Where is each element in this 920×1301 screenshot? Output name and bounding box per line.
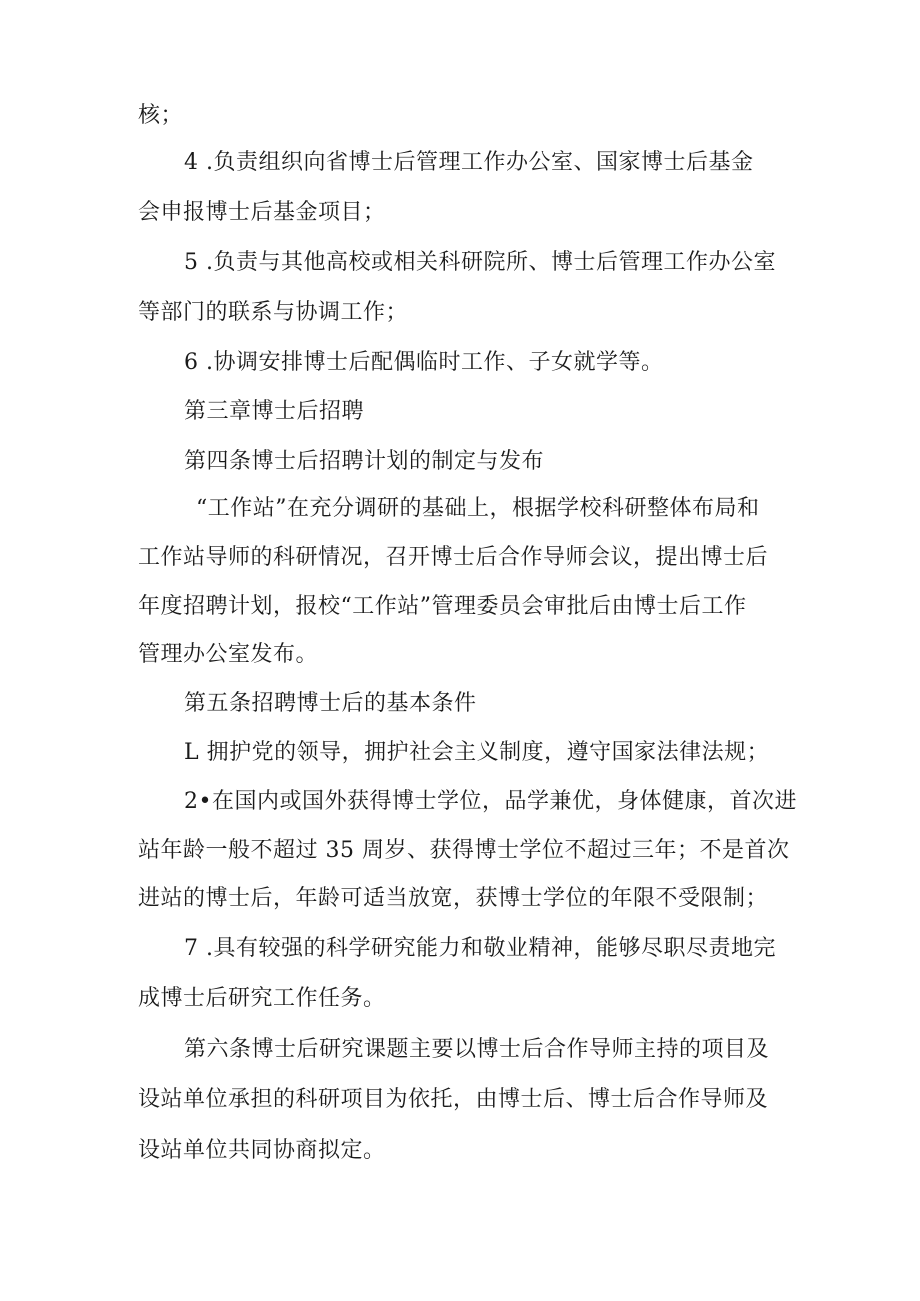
text-line: “工作站”在充分调研的基础上，根据学校科研整体布局和 — [196, 496, 760, 521]
text-line: 设站单位承担的科研项目为依托，由博士后、博士后合作导师及 — [138, 1087, 769, 1112]
text-line: 6 .协调安排博士后配偶临时工作、子女就学等。 — [184, 350, 664, 375]
text-line: L 拥护党的领导，拥护社会主义制度，遵守国家法律法规； — [184, 740, 770, 765]
text-line: 5 .负责与其他高校或相关科研院所、博士后管理工作办公室 — [184, 250, 776, 275]
text-line: 工作站导师的科研情况，召开博士后合作导师会议，提出博士后 — [138, 545, 769, 570]
text-line: 4 .负责组织向省博士后管理工作办公室、国家博士后基金 — [184, 150, 754, 175]
text-line: 管理办公室发布。 — [138, 642, 319, 667]
text-line: 站年龄一般不超过 35 周岁、获得博士学位不超过三年；不是首次 — [138, 838, 790, 863]
chapter-heading: 第三章博士后招聘 — [184, 399, 365, 424]
text-line: 7 .具有较强的科学研究能力和敬业精神，能够尽职尽责地完 — [184, 936, 776, 961]
article-heading: 第五条招聘博士后的基本条件 — [184, 691, 477, 716]
text-line: 成博士后研究工作任务。 — [138, 986, 386, 1011]
text-line: 核； — [138, 103, 184, 128]
text-line: 设站单位共同协商拟定。 — [138, 1138, 386, 1163]
text-line: 等部门的联系与协调工作； — [138, 300, 409, 325]
text-line: 年度招聘计划，报校“工作站”管理委员会审批后由博士后工作 — [138, 594, 747, 619]
text-line: 进站的博士后，年龄可适当放宽，获博士学位的年限不受限制； — [138, 886, 769, 911]
text-line: 2•在国内或国外获得博士学位，品学兼优，身体健康，首次进 — [184, 789, 797, 814]
article-heading: 第六条博士后研究课题主要以博士后合作导师主持的项目及 — [184, 1037, 770, 1062]
text-line: 会申报博士后基金项目； — [138, 200, 386, 225]
article-heading: 第四条博士后招聘计划的制定与发布 — [184, 449, 545, 474]
